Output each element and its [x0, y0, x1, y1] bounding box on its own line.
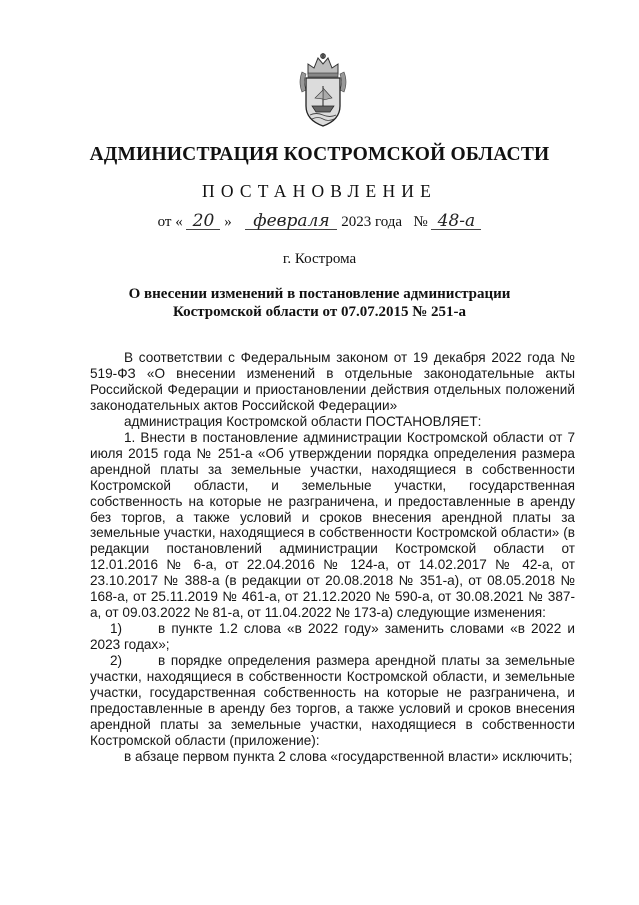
date-year: 2023 года	[341, 214, 403, 230]
kostroma-coat-of-arms-icon	[294, 52, 352, 132]
organization-title: АДМИНИСТРАЦИЯ КОСТРОМСКОЙ ОБЛАСТИ	[89, 144, 550, 165]
date-mid: »	[224, 214, 232, 230]
date-month: февраля	[245, 213, 337, 230]
date-day: 20	[186, 213, 220, 230]
resolution-paragraph: администрация Костромской области ПОСТАНОВЛЯЕТ:	[124, 413, 482, 429]
subitem-1-text: в пункте 1.2 слова «в 2022 году» заменить словами «в 2022 и 2023 годах»;	[90, 621, 575, 653]
subitem-1-number: 1)	[110, 621, 123, 637]
subitem-1-paragraph	[90, 621, 575, 653]
document-body	[90, 350, 575, 765]
subitem-2-paragraph	[90, 653, 575, 749]
subject-line-1: О внесении изменений в постановление администрации	[128, 286, 511, 302]
city: г. Кострома	[282, 251, 357, 267]
last-paragraph: в абзаце первом пункта 2 слова «государственной власти» исключить;	[124, 748, 573, 764]
date-prefix: от «	[157, 214, 183, 230]
document-type: ПОСТАНОВЛЕНИЕ	[201, 181, 438, 201]
item-1-paragraph: 1. Внести в постановление администрации Костромской области от 7 июля 2015 года № 251-а «Об утверждении порядка определения размера арендной платы за земельные участки, находящиеся в собственности Костромской области, и земельные участки, государственная собственность на которые не разграничена, и предоставленные в аренду без торгов, а также условий и сроков внесения арендной платы за земельные участки, находящиеся в собственности Костромской области» (в редакции постановлений администрации Костромской области от 12.01.2016 № 6-а, от 22.04.2016 № 124-а, от 14.02.2017 № 42-а, от 23.10.2017 № 388-а (в редакции от 20.08.2018 № 351-а), от 08.05.2018 № 168-а, от 25.11.2019 № 461-а, от 21.12.2020 № 590-а, от 30.08.2021 № 387-а, от 09.03.2022 № 81-а, от 11.04.2022 № 173-а) следующие изменения:	[90, 429, 575, 621]
subitem-2-number: 2)	[110, 653, 123, 669]
subitem-2-text: в порядке определения размера арендной платы за земельные участки, находящиеся в собственности Костромской области, и земельные участки, государственная собственность на которые не разграничена, и предоставленные в аренду без торгов, а также условий и сроков внесения арендной платы за земельные участки, находящиеся в собственности Костромской области (приложение):	[90, 653, 575, 748]
number-sign: №	[413, 214, 428, 230]
subject-line-2: Костромской области от 07.07.2015 № 251-а	[172, 304, 467, 320]
document-subject	[0, 285, 639, 321]
date-line	[0, 213, 639, 231]
document-number: 48-а	[431, 213, 481, 230]
preamble-paragraph: В соответствии с Федеральным законом от 19 декабря 2022 года № 519-ФЗ «О внесении изменений в отдельные законодательные акты Российской Федерации и приостановлении действия отдельных положений законодательных актов Российской Федерации»	[90, 350, 575, 413]
